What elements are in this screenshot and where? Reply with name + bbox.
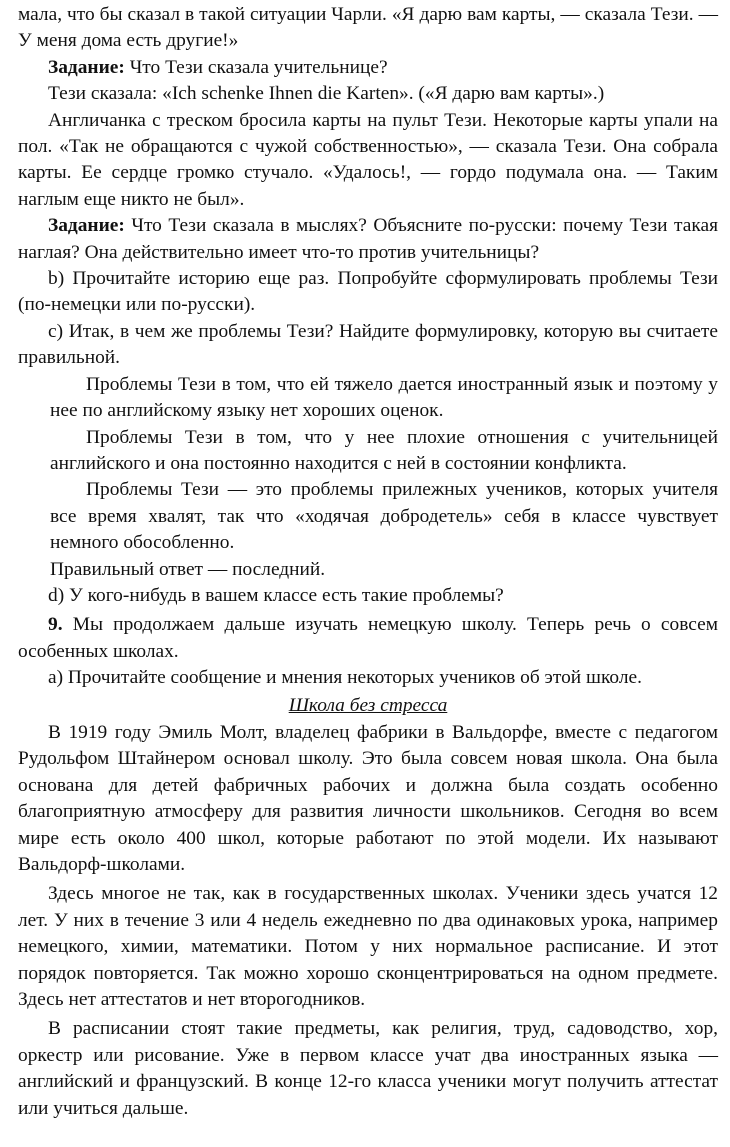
exercise-b: b) Прочитайте историю еще раз. Попробуйте сформулировать проблемы Тези (по-немецки или по-русски).: [18, 268, 718, 316]
exercise-a: a) Прочитайте сообщение и мнения некоторых учеников об этой школе.: [48, 667, 642, 689]
task-question-2: [18, 213, 718, 266]
paragraph-story-end: мала, что бы сказал в такой ситуации Чарли. «Я дарю вам карты, — сказала Тези. — У меня дома есть другие!»: [18, 4, 718, 52]
section-9: [18, 612, 718, 665]
answer-option-3: Проблемы Тези — это проблемы прилежных учеников, которых учителя все время хвалят, так что «ходячая добродетель» себя в классе чувствует немного обособленно.: [50, 479, 718, 554]
correct-answer: Правильный ответ — последний.: [50, 558, 326, 580]
paragraph-story-continued: Англичанка с треском бросила карты на пульт Тези. Некоторые карты упали на пол. «Так не обращаются с чужой собственностью», — сказала Тези. Она собрала карты. Ее сердце громко стучало. «Удалось!, — гордо подумала она. — Таким наглым еще никто не был».: [18, 109, 718, 210]
task-answer-1: Тези сказала: «Ich schenke Ihnen die Karten». («Я дарю вам карты».): [48, 83, 605, 105]
text-paragraph-2: Здесь многое не так, как в государственных школах. Ученики здесь учатся 12 лет. У них в течение 3 или 4 недель ежедневно по два одинаковых урока, например немецкого, химии, математики. Потом у них нормальное расписание. И этот порядок повторяется. Так можно хорошо сконцентрироваться на одном предмете. Здесь нет аттестатов и нет второгодников.: [18, 883, 718, 1011]
text-title: Школа без стресса: [288, 694, 448, 716]
answer-option-1: Проблемы Тези в том, что ей тяжело дается иностранный язык и поэтому у нее по английскому языку нет хороших оценок.: [50, 373, 718, 422]
task-text: Что Тези сказала учительнице?: [129, 56, 388, 78]
text-paragraph-1: В 1919 году Эмиль Молт, владелец фабрики в Вальдорфе, вместе с педагогом Рудольфом Штайнером основал школу. Это была совсем новая школа. Она была основана для детей фабричных рабочих и должна была создать особенно благоприятную атмосферу для развития личности школьников. Сегодня во всем мире есть около 400 школ, которые работают по этой модели. Их называют Вальдорф-школами.: [18, 721, 718, 875]
exercise-d: d) У кого-нибудь в вашем классе есть такие проблемы?: [48, 584, 504, 606]
section-text: Мы продолжаем дальше изучать немецкую школу. Теперь речь о совсем особенных школах.: [18, 614, 718, 662]
task-question-1: [18, 55, 718, 81]
task-label: Задание:: [48, 215, 125, 237]
answer-option-2: Проблемы Тези в том, что у нее плохие отношения с учительницей английского и она постоянно находится с ней в состоянии конфликта.: [50, 426, 718, 474]
task-label: Задание:: [48, 56, 125, 78]
text-paragraph-3: В расписании стоят такие предметы, как религия, труд, садоводство, хор, оркестр или рисование. Уже в первом классе учат два иностранных языка — английский и французский. В конце 12-го класса ученики могут получить аттестат или учиться дальше.: [18, 1018, 718, 1119]
section-number: 9.: [48, 614, 63, 636]
exercise-c: c) Итак, в чем же проблемы Тези? Найдите формулировку, которую вы считаете правильной.: [18, 320, 718, 369]
document-page: [18, 2, 718, 1122]
task-text: Что Тези сказала в мыслях? Объясните по-русски: почему Тези такая наглая? Она действительно имеет что-то против учительницы?: [18, 215, 718, 263]
